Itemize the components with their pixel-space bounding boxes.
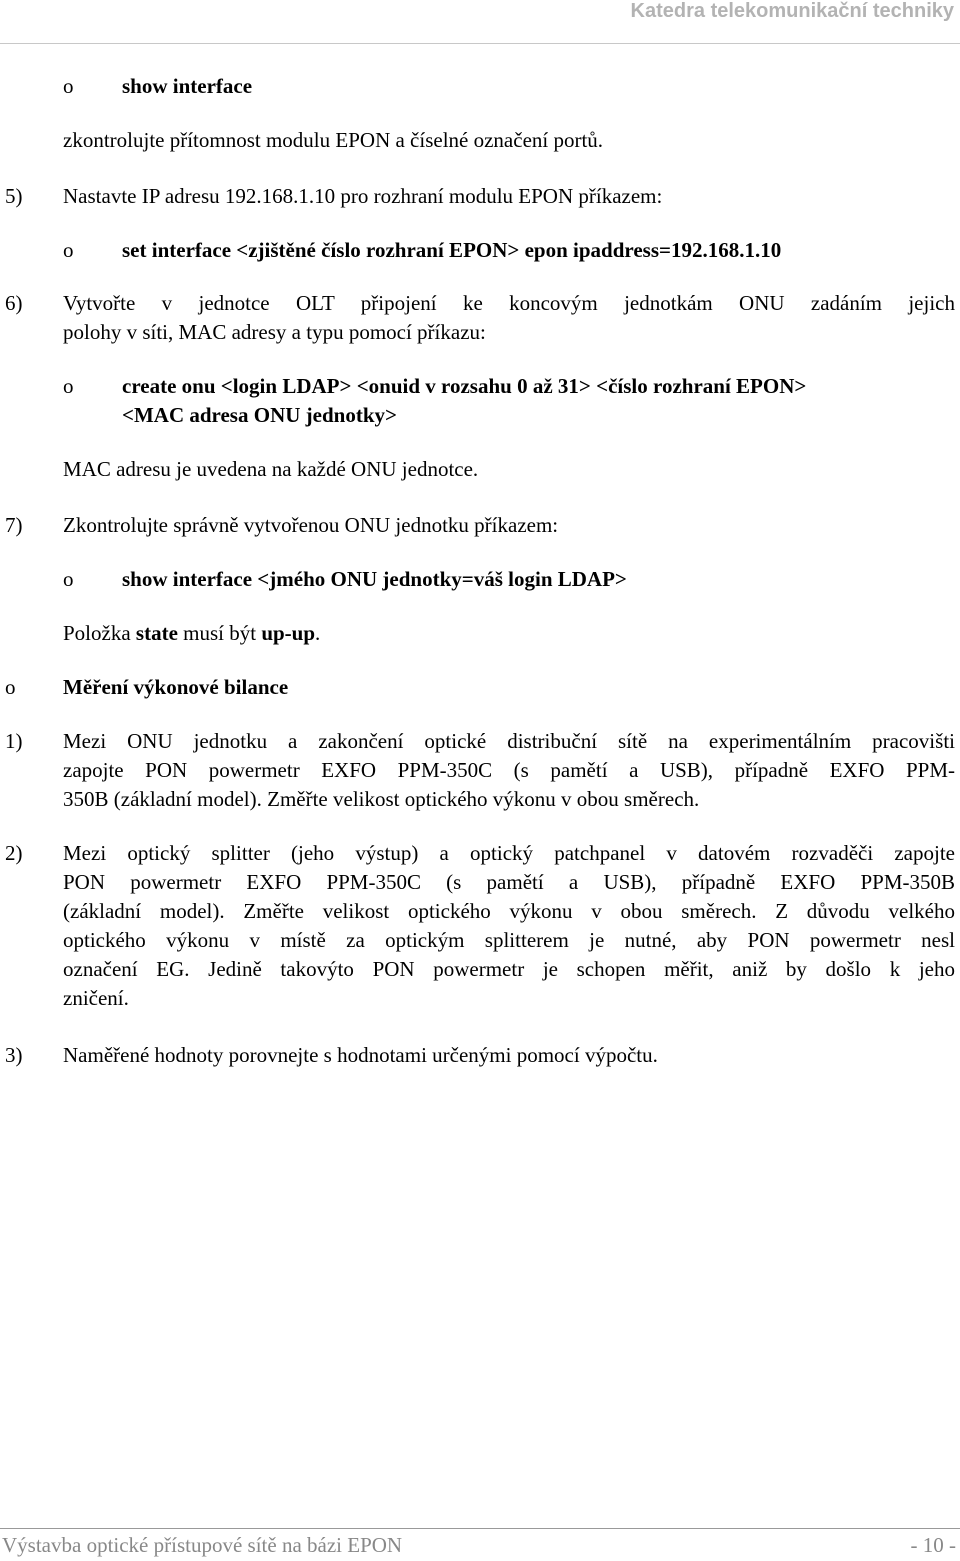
step-note: MAC adresu je uvedena na každé ONU jednotce.: [63, 457, 479, 481]
step-number: 6): [5, 291, 23, 315]
note-text: .: [315, 621, 321, 645]
bullet-marker: o: [63, 74, 74, 98]
step-text-line: Vytvořte v jednotce OLT připojení ke koncovým jednotkám ONU zadáním jejich: [63, 291, 955, 315]
paragraph-line: Mezi ONU jednotku a zakončení optické distribuční sítě na experimentálním pracovišti: [63, 729, 955, 753]
paragraph-line: zničení.: [63, 986, 129, 1010]
note-text: Položka: [63, 621, 136, 645]
paragraph-line: PON powermetr EXFO PPM-350C (s pamětí a USB), případně EXFO PPM-350B: [63, 870, 955, 894]
step-text: Zkontrolujte správně vytvořenou ONU jednotku příkazem:: [63, 513, 559, 537]
step-number: 1): [5, 729, 23, 753]
command-show-interface-onu: show interface <jmého ONU jednotky=váš login LDAP>: [122, 567, 627, 591]
note-keyword-upup: up-up: [261, 621, 316, 645]
paragraph-line: optického výkonu v místě za optickým splitterem je nutné, aby PON powermetr nesl: [63, 928, 955, 952]
section-bullet: o: [5, 675, 16, 699]
step-number: 2): [5, 841, 23, 865]
step-text: Naměřené hodnoty porovnejte s hodnotami určenými pomocí výpočtu.: [63, 1043, 658, 1067]
note-text: musí být: [177, 621, 262, 645]
paragraph-line: (základní model). Změřte velikost optického výkonu v obou směrech. Z důvodu velkého: [63, 899, 955, 923]
bullet-marker: o: [63, 567, 74, 591]
bullet-marker: o: [63, 374, 74, 398]
step-number: 5): [5, 184, 23, 208]
step-number: 7): [5, 513, 23, 537]
step-note: zkontrolujte přítomnost modulu EPON a číselné označení portů.: [63, 128, 604, 152]
note-keyword-state: state: [135, 621, 178, 645]
command-show-interface: show interface: [122, 74, 253, 98]
step-text: Nastavte IP adresu 192.168.1.10 pro rozhraní modulu EPON příkazem:: [63, 184, 663, 208]
paragraph-line: 350B (základní model). Změřte velikost optického výkonu v obou směrech.: [63, 787, 700, 811]
running-header: Katedra telekomunikační techniky: [630, 0, 954, 22]
page-number: - 10 -: [910, 1533, 956, 1557]
paragraph-line: Mezi optický splitter (jeho výstup) a optický patchpanel v datovém rozvaděči zapojte: [63, 841, 955, 865]
command-create-onu-cont: <MAC adresa ONU jednotky>: [122, 403, 397, 427]
step-number: 3): [5, 1043, 23, 1067]
footer-rule: [0, 1528, 960, 1529]
footer-title: Výstavba optické přístupové sítě na bázi EPON: [2, 1533, 403, 1557]
command-set-interface: set interface <zjištěné číslo rozhraní EPON> epon ipaddress=192.168.1.10: [122, 238, 782, 262]
step-text-line: polohy v síti, MAC adresy a typu pomocí příkazu:: [63, 320, 486, 344]
paragraph-line: označení EG. Jedině takovýto PON powermetr je schopen měřit, aniž by došlo k jeho: [63, 957, 955, 981]
header-rule: [0, 43, 960, 44]
section-heading: Měření výkonové bilance: [63, 675, 289, 699]
paragraph-line: zapojte PON powermetr EXFO PPM-350C (s pamětí a USB), případně EXFO PPM-: [63, 758, 955, 782]
bullet-marker: o: [63, 238, 74, 262]
command-create-onu: create onu <login LDAP> <onuid v rozsahu 0 až 31> <číslo rozhraní EPON>: [122, 374, 807, 398]
step-note: [63, 619, 320, 648]
